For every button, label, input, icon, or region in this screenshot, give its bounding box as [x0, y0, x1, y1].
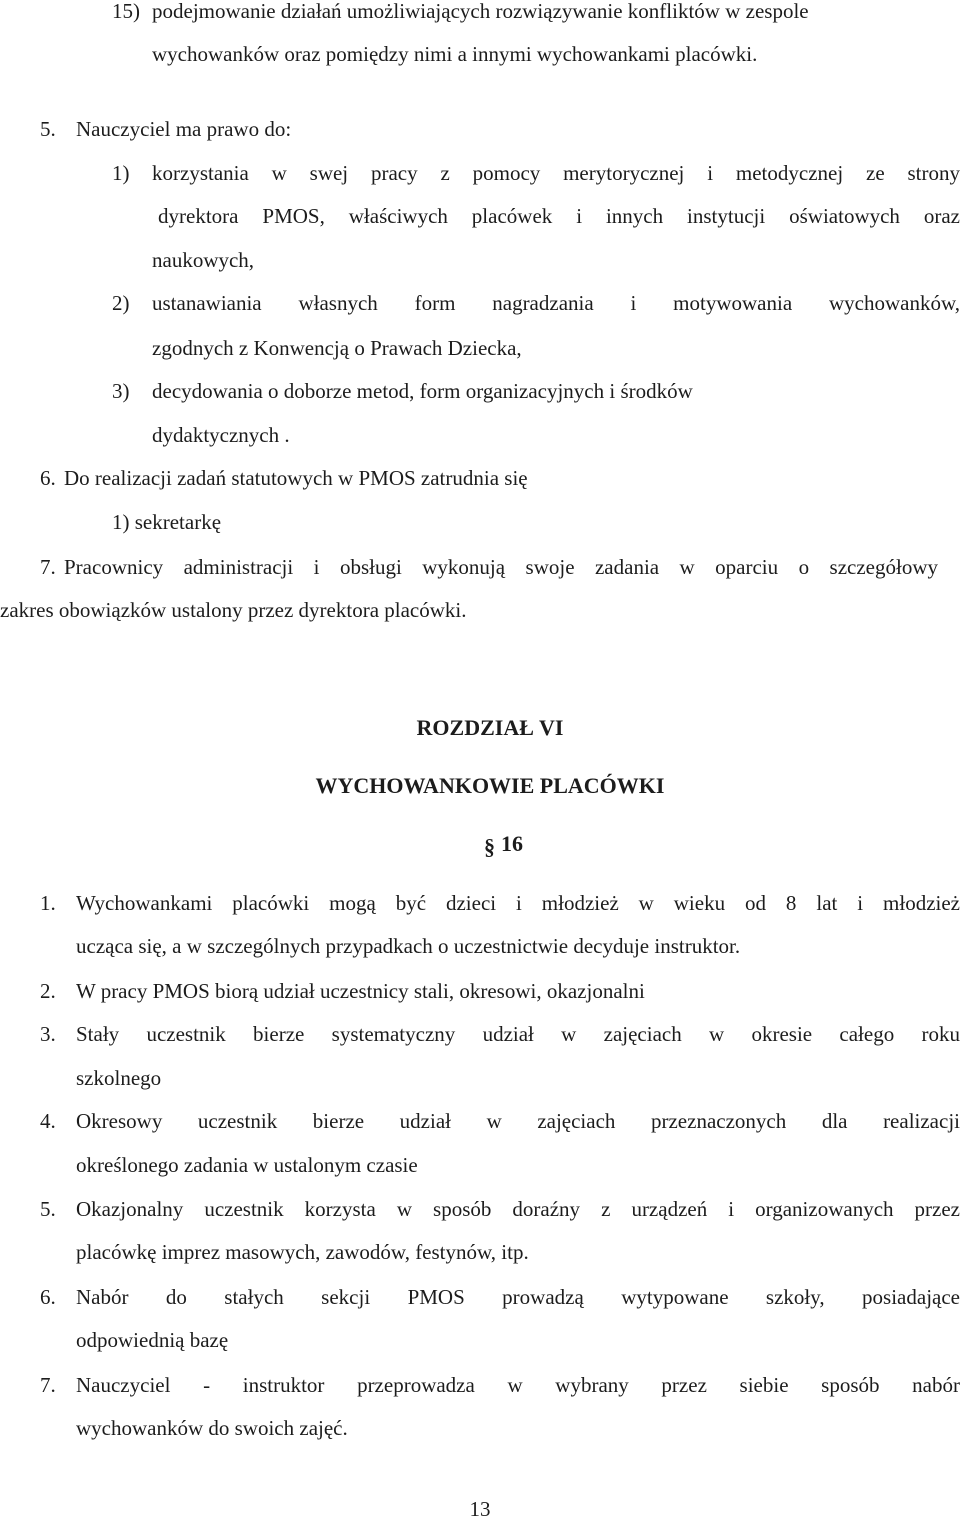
item-number: 4. — [40, 1109, 56, 1133]
list-item-text: zgodnych z Konwencją o Prawach Dziecka, — [152, 336, 522, 360]
list-item-text: korzystania w swej pracy z pomocy merytorycznej i metodycznej ze strony — [152, 161, 960, 185]
list-item-text: wychowanków oraz pomiędzy nimi a innymi wychowankami placówki. — [152, 42, 758, 66]
paragraph-intro: Do realizacji zadań statutowych w PMOS zatrudnia się — [64, 466, 528, 490]
item-text: Okresowy uczestnik bierze udział w zajęciach przeznaczonych dla realizacji — [76, 1109, 960, 1133]
item-number: 7. — [40, 1373, 56, 1397]
item-text: Stały uczestnik bierze systematyczny udział w zajęciach w okresie całego roku — [76, 1022, 960, 1046]
paragraph-text: zakres obowiązków ustalony przez dyrektora placówki. — [0, 598, 467, 622]
item-text: W pracy PMOS biorą udział uczestnicy stali, okresowi, okazjonalni — [76, 979, 645, 1003]
section-symbol: § — [484, 834, 495, 859]
item-text: Okazjonalny uczestnik korzysta w sposób doraźny z urządzeń i organizowanych przez — [76, 1197, 960, 1221]
list-item-text: podejmowanie działań umożliwiających rozwiązywanie konfliktów w zespole — [152, 0, 809, 23]
list-number: 2) — [112, 291, 130, 315]
section-heading — [484, 830, 523, 861]
chapter-subtitle: WYCHOWANKOWIE PLACÓWKI — [315, 773, 665, 798]
item-number: 6. — [40, 1285, 56, 1309]
page-number: 13 — [469, 1497, 491, 1521]
item-text: Nabór do stałych sekcji PMOS prowadzą wytypowane szkoły, posiadające — [76, 1285, 960, 1309]
paragraph-text: Pracownicy administracji i obsługi wykonują swoje zadania w oparciu o szczegółowy — [64, 555, 938, 579]
paragraph-number: 5. — [40, 117, 56, 141]
item-text: szkolnego — [76, 1066, 162, 1090]
paragraph-intro: Nauczyciel ma prawo do: — [76, 117, 292, 141]
item-number: 3. — [40, 1022, 56, 1046]
item-text: placówkę imprez masowych, zawodów, festynów, itp. — [76, 1240, 529, 1264]
list-item-text: decydowania o doborze metod, form organizacyjnych i środków — [152, 379, 693, 403]
chapter-title: ROZDZIAŁ VI — [416, 715, 564, 740]
item-text: Wychowankami placówki mogą być dzieci i młodzież w wieku od 8 lat i młodzież — [76, 891, 960, 915]
item-text: odpowiednią bazę — [76, 1328, 229, 1352]
list-item-text: 1) sekretarkę — [112, 510, 222, 534]
paragraph-number: 7. — [40, 555, 56, 579]
list-number: 1) — [112, 161, 130, 185]
paragraph-number: 6. — [40, 466, 56, 490]
item-number: 5. — [40, 1197, 56, 1221]
list-item-text: dyrektora PMOS, właściwych placówek i innych instytucji oświatowych oraz — [158, 204, 960, 228]
list-item-text: ustanawiania własnych form nagradzania i motywowania wychowanków, — [152, 291, 960, 315]
list-number: 15) — [112, 0, 140, 23]
item-number: 2. — [40, 979, 56, 1003]
item-text: Nauczyciel - instruktor przeprowadza w wybrany przez siebie sposób nabór — [76, 1373, 960, 1397]
item-text: wychowanków do swoich zajęć. — [76, 1416, 348, 1440]
list-number: 3) — [112, 379, 130, 403]
item-text: określonego zadania w ustalonym czasie — [76, 1153, 418, 1177]
item-text: ucząca się, a w szczególnych przypadkach o uczestnictwie decyduje instruktor. — [76, 934, 741, 958]
section-number: 16 — [501, 831, 523, 856]
item-number: 1. — [40, 891, 56, 915]
list-item-text: naukowych, — [152, 248, 255, 272]
list-item-text: dydaktycznych . — [152, 423, 290, 447]
